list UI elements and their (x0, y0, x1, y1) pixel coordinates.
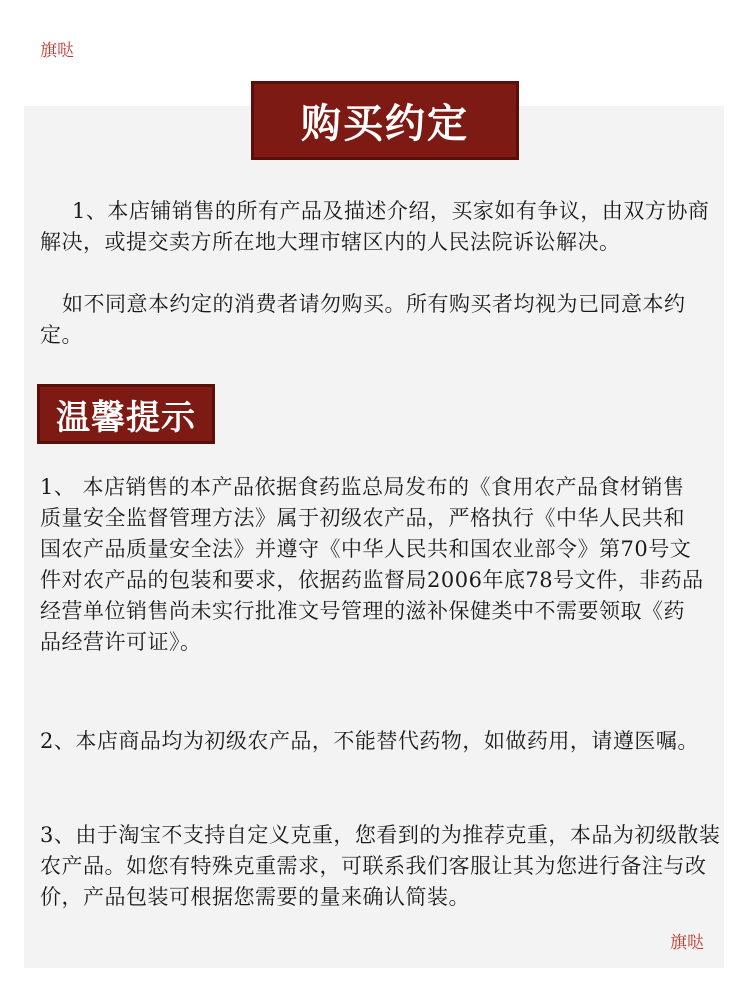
watermark-bottom: 旗哒 (670, 933, 704, 953)
agreement-clause-2: 如不同意本约定的消费者请勿购买。所有购买者均视为已同意本约定。 (40, 292, 686, 347)
watermark-top: 旗哒 (40, 41, 74, 61)
warm-tip-3: 3、由于淘宝不支持自定义克重，您看到的为推荐克重，本品为初级散装农产品。如您有特殊克重需求，可联系我们客服让其为您进行备注与改价，产品包装可根据您需要的量来确认简装。 (40, 823, 721, 909)
warm-tip-1: 1、 本店销售的本产品依据食药监总局发布的《食用农产品食材销售质量安全监督管理方法》属于初级农产品，严格执行《中华人民共和国农产品质量安全法》并遵守《中华人民共和国农业部令》第70号文件对农产品的包装和要求，依据药监督局2006年底78号文件，非药品经营单位销售尚未实行批准文号管理的滋补保健类中不需要领取《药品经营许可证》。 (40, 475, 704, 654)
warm-tips-title: 温馨提示 (56, 397, 196, 438)
warm-tip-2: 2、本店商品均为初级农产品，不能替代药物，如做药用，请遵医嘱。 (40, 729, 699, 753)
purchase-agreement-banner (251, 81, 519, 160)
agreement-clause-1: 1、本店铺销售的所有产品及描述介绍，买家如有争议，由双方协商解决，或提交卖方所在地大理市辖区内的人民法院诉讼解决。 (40, 199, 710, 254)
purchase-agreement-title: 购买约定 (301, 101, 469, 147)
warm-tips-banner (37, 384, 215, 444)
